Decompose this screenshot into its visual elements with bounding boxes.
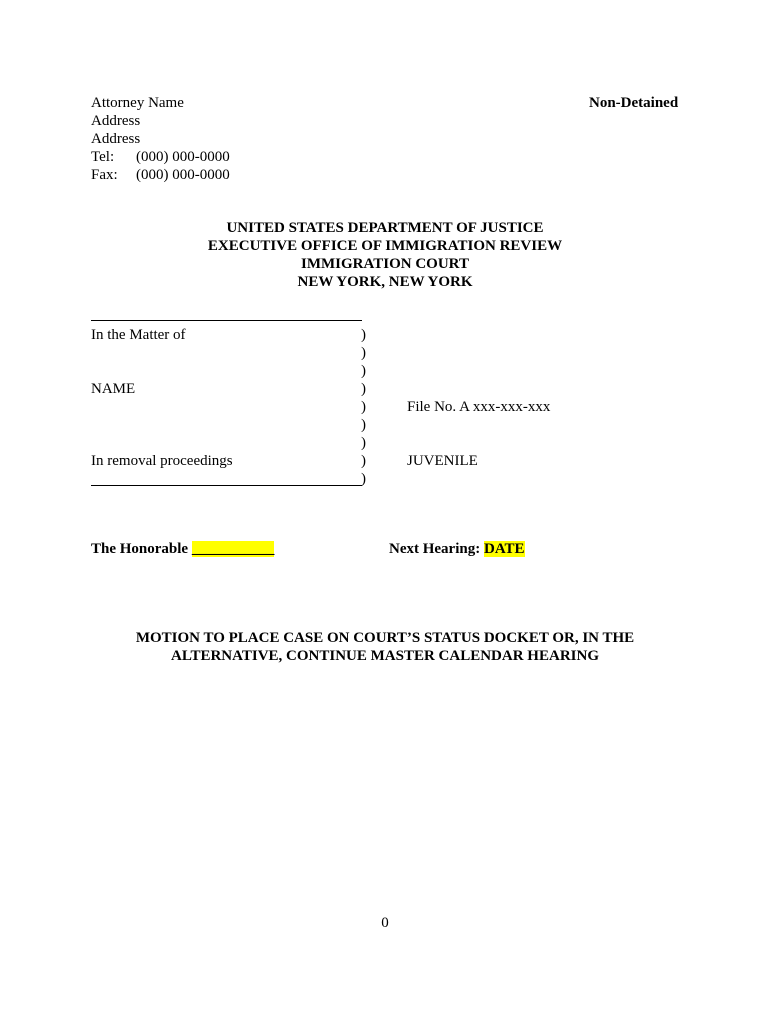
page-number: 0 [381,915,389,931]
caption-top-rule [91,320,362,321]
juvenile-label: JUVENILE [407,453,478,469]
caption-paren: ) [361,435,366,451]
address-line-1: Address [91,113,141,129]
court-line-2: EXECUTIVE OFFICE OF IMMIGRATION REVIEW [207,238,563,254]
respondent-name: NAME [91,381,136,397]
fax-label: Fax: [91,167,118,183]
fax-line [91,166,230,184]
detention-status: Non-Detained [589,95,679,111]
tel-line [91,148,230,166]
attorney-name: Attorney Name [91,95,184,111]
caption-paren: ) [361,327,366,343]
motion-title-line-1: MOTION TO PLACE CASE ON COURT’S STATUS DOCKET OR, IN THE [135,630,635,646]
file-number: File No. A xxx-xxx-xxx [407,399,551,415]
caption-paren: ) [361,399,366,415]
court-line-1: UNITED STATES DEPARTMENT OF JUSTICE [226,220,544,236]
caption-paren: ) [361,363,366,379]
tel-value: (000) 000-0000 [136,149,230,165]
attorney-block [91,94,230,184]
next-hearing-label: Next Hearing: [389,541,481,557]
judge-name-blank: ___________ [191,541,275,557]
proceedings-label: In removal proceedings [91,453,233,469]
caption-paren: ) [361,345,366,361]
motion-title-line-2: ALTERNATIVE, CONTINUE MASTER CALENDAR HEARING [171,648,599,664]
honorable-label: The Honorable [91,541,189,557]
next-hearing-date: DATE [483,541,525,557]
fax-value: (000) 000-0000 [136,167,230,183]
caption-paren: ) [361,471,366,487]
next-hearing-line [389,540,525,558]
matter-of-label: In the Matter of [91,327,186,343]
court-line-4: NEW YORK, NEW YORK [297,274,473,290]
honorable-line [91,540,274,558]
caption-bottom-rule [91,485,362,486]
tel-label: Tel: [91,149,115,165]
address-line-2: Address [91,131,141,147]
court-line-3: IMMIGRATION COURT [301,256,469,272]
caption-paren: ) [361,453,366,469]
caption-paren: ) [361,381,366,397]
caption-paren: ) [361,417,366,433]
